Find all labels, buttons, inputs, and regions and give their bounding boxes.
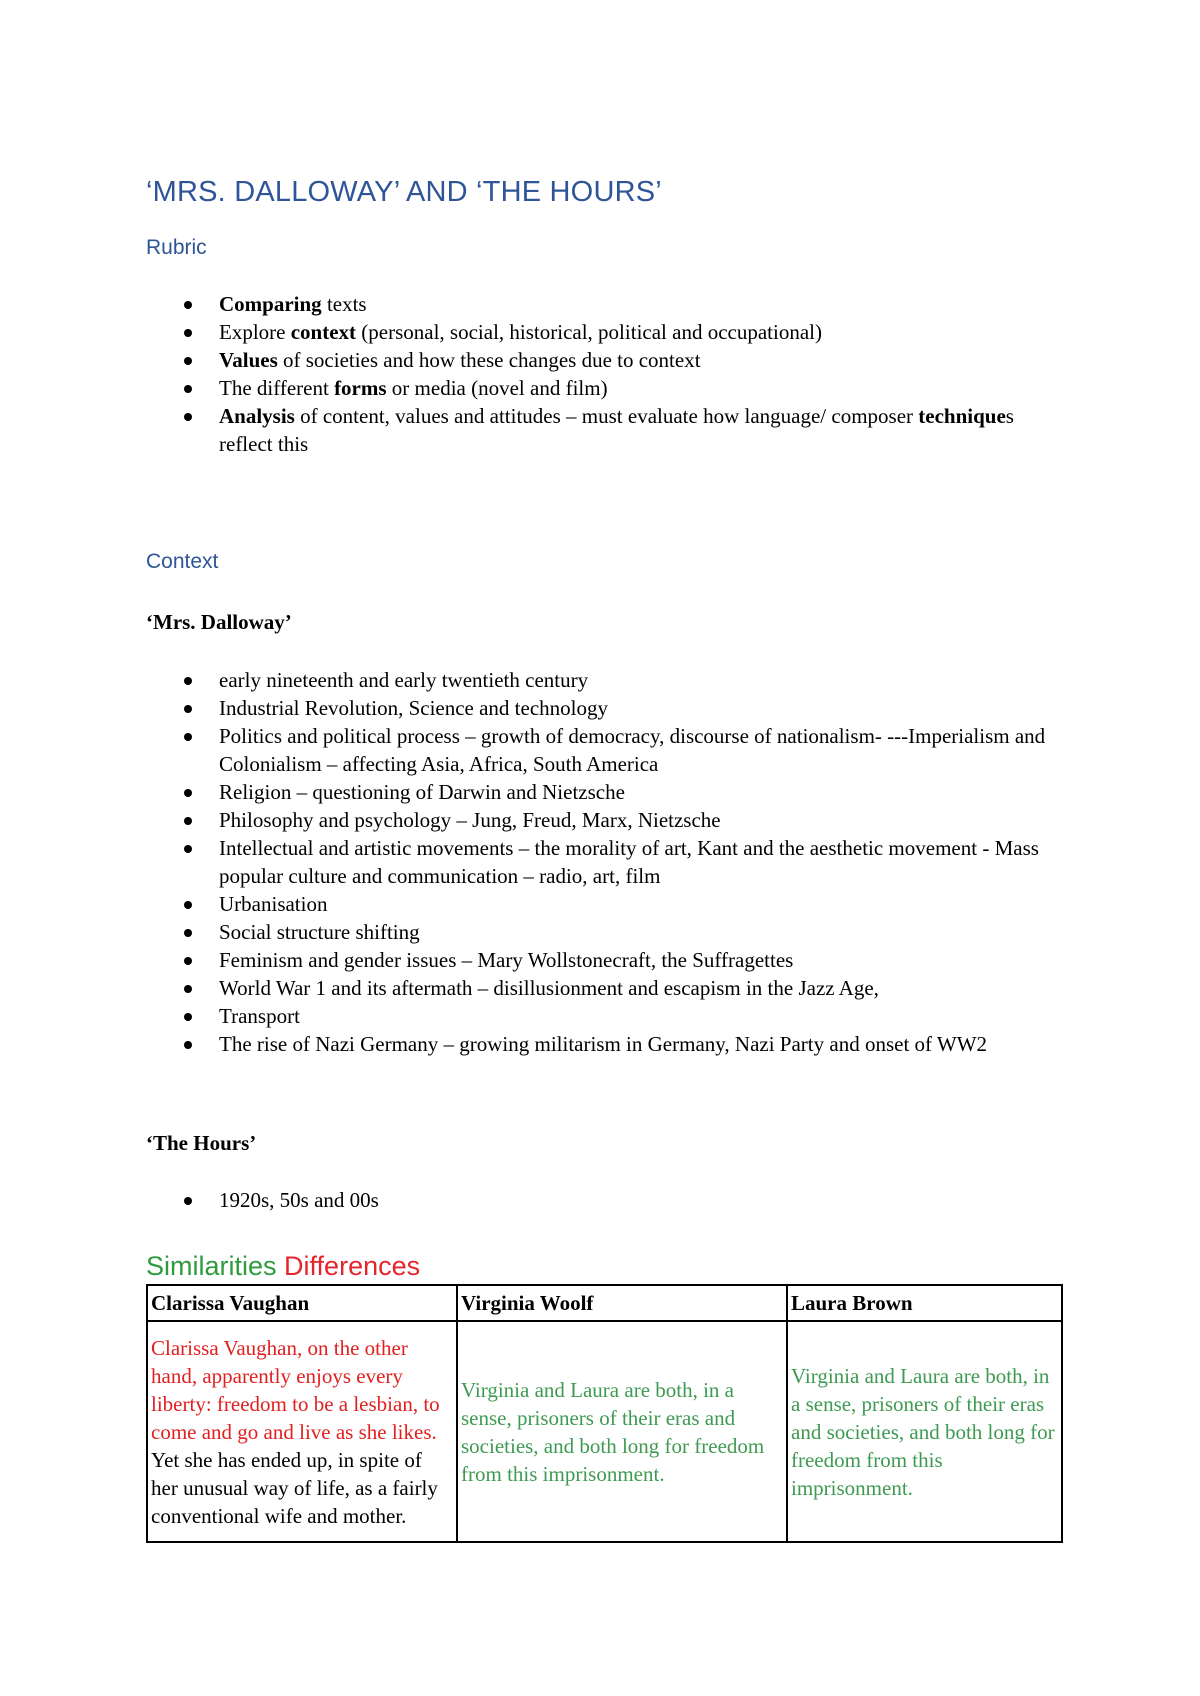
list-item: Politics and political process – growth of democracy, discourse of nationalism- ---Imperialism and Colonialism – affecting Asia, Africa, South America (146, 722, 1066, 778)
cell-virginia-woolf: Virginia and Laura are both, in a sense, prisoners of their eras and societies, and both long for freedom from this imprisonment. (457, 1321, 787, 1542)
list-item: Transport (146, 1002, 1066, 1030)
list-item: 1920s, 50s and 00s (146, 1186, 1066, 1214)
comparison-heading (146, 1251, 420, 1282)
differences-label: Differences (284, 1251, 421, 1281)
bullet-icon (184, 705, 192, 713)
list-item: The different forms or media (novel and film) (146, 374, 1066, 402)
bullet-icon (184, 357, 192, 365)
list-item: Explore context (personal, social, historical, political and occupational) (146, 318, 1066, 346)
rubric-heading: Rubric (146, 236, 207, 259)
header-laura-brown: Laura Brown (787, 1285, 1062, 1321)
list-item: Intellectual and artistic movements – the morality of art, Kant and the aesthetic movement - Mass popular culture and communication – radio, art, film (146, 834, 1066, 890)
bullet-icon (184, 413, 192, 421)
list-item: Feminism and gender issues – Mary Wollstonecraft, the Suffragettes (146, 946, 1066, 974)
dalloway-subheading: ‘Mrs. Dalloway’ (146, 610, 292, 634)
bullet-icon (184, 789, 192, 797)
list-item: Analysis of content, values and attitudes – must evaluate how language/ composer techniques reflect this (146, 402, 1066, 458)
bullet-icon (184, 677, 192, 685)
table-header-row (147, 1285, 1062, 1321)
list-item: Comparing texts (146, 290, 1066, 318)
context-heading: Context (146, 550, 219, 573)
dalloway-context-list (146, 666, 1066, 1058)
bullet-icon (184, 385, 192, 393)
bullet-icon (184, 1041, 192, 1049)
bullet-icon (184, 301, 192, 309)
list-item: early nineteenth and early twentieth century (146, 666, 1066, 694)
rubric-list (146, 290, 1066, 458)
bullet-icon (184, 985, 192, 993)
bullet-icon (184, 733, 192, 741)
header-virginia-woolf: Virginia Woolf (457, 1285, 787, 1321)
bullet-icon (184, 1197, 192, 1205)
list-item: Social structure shifting (146, 918, 1066, 946)
hours-context-list (146, 1186, 1066, 1214)
document-title: ‘MRS. DALLOWAY’ AND ‘THE HOURS’ (146, 176, 662, 208)
bullet-icon (184, 845, 192, 853)
list-item: Values of societies and how these changes due to context (146, 346, 1066, 374)
list-item: Philosophy and psychology – Jung, Freud, Marx, Nietzsche (146, 806, 1066, 834)
bullet-icon (184, 929, 192, 937)
bullet-icon (184, 901, 192, 909)
cell-laura-brown: Virginia and Laura are both, in a sense, prisoners of their eras and societies, and both long for freedom from this imprisonment. (787, 1321, 1062, 1542)
header-clarissa-vaughan: Clarissa Vaughan (147, 1285, 457, 1321)
comparison-table (146, 1284, 1063, 1543)
bullet-icon (184, 957, 192, 965)
bullet-icon (184, 1013, 192, 1021)
list-item: Religion – questioning of Darwin and Nietzsche (146, 778, 1066, 806)
bullet-icon (184, 817, 192, 825)
cell-clarissa-vaughan: Clarissa Vaughan, on the other hand, apparently enjoys every liberty: freedom to be a lesbian, to come and go and live as she likes. Yet she has ended up, in spite of her unusual way of life, as a fairly conventional wife and mother. (147, 1321, 457, 1542)
list-item: Industrial Revolution, Science and technology (146, 694, 1066, 722)
bullet-icon (184, 329, 192, 337)
list-item: The rise of Nazi Germany – growing militarism in Germany, Nazi Party and onset of WW2 (146, 1030, 1066, 1058)
list-item: World War 1 and its aftermath – disillusionment and escapism in the Jazz Age, (146, 974, 1066, 1002)
hours-subheading: ‘The Hours’ (146, 1131, 257, 1155)
table-row (147, 1321, 1062, 1542)
list-item: Urbanisation (146, 890, 1066, 918)
similarities-label: Similarities (146, 1251, 277, 1281)
